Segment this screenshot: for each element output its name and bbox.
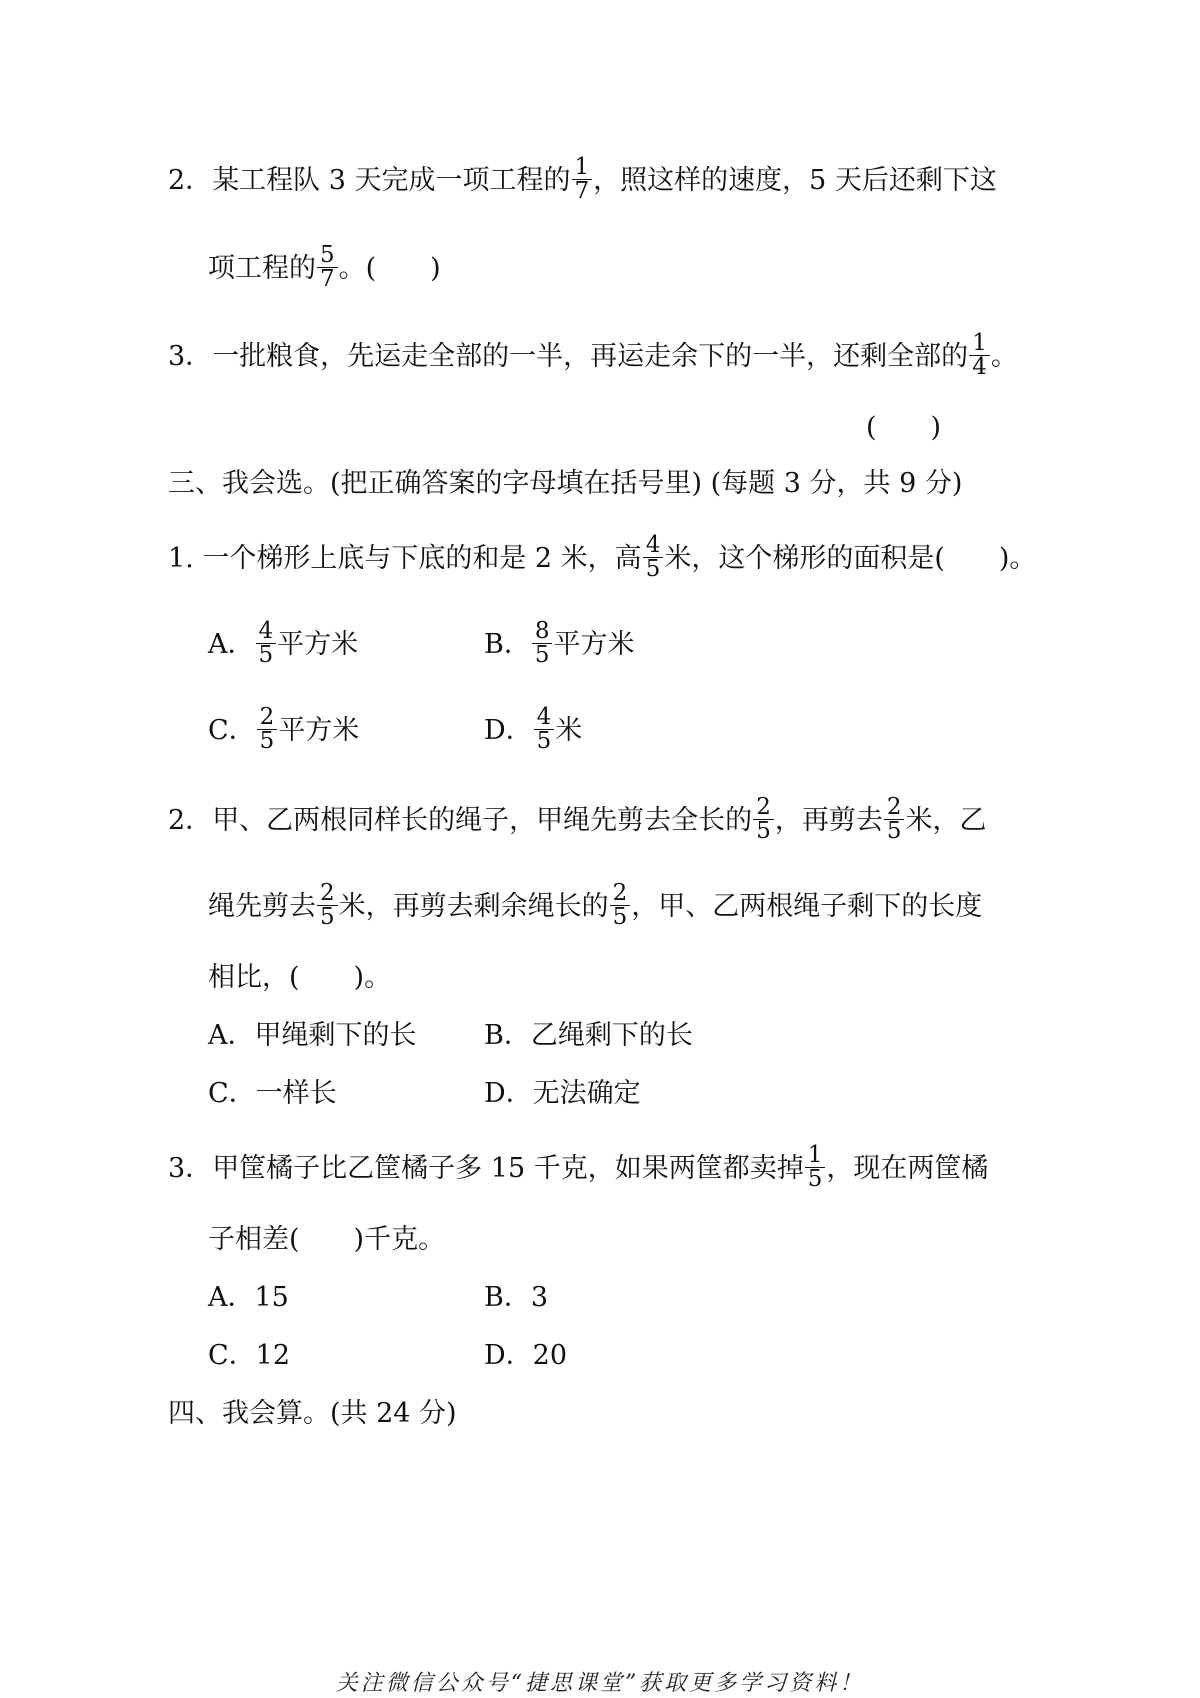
option-c xyxy=(208,704,360,754)
option-d xyxy=(484,704,583,754)
denominator: 5 xyxy=(317,905,338,929)
question-number: 2． xyxy=(168,165,213,196)
option-label: C． xyxy=(208,1078,256,1109)
option-a xyxy=(208,1016,417,1056)
numerator: 2 xyxy=(320,880,335,906)
numerator: 1 xyxy=(574,154,590,180)
option-label: D． xyxy=(484,1340,533,1371)
question-text: ，现在两筐橘 xyxy=(826,1153,989,1184)
s2-q3-line1 xyxy=(168,330,1018,380)
option-label: A． xyxy=(208,1020,255,1051)
question-text: 甲筐橘子比乙筐橘子多 15 千克，如果两筐都卖掉 xyxy=(212,1153,804,1184)
question-text: ，照这样的速度，5 天后还剩下这 xyxy=(593,165,997,196)
numerator: 1 xyxy=(972,330,987,356)
question-number: 3． xyxy=(168,1153,213,1184)
option-text: 3 xyxy=(530,1282,549,1313)
option-text: 15 xyxy=(254,1282,289,1313)
denominator: 5 xyxy=(257,729,278,753)
option-a xyxy=(208,618,359,668)
numerator: 4 xyxy=(536,704,552,730)
option-label: D． xyxy=(484,715,533,746)
option-label: B． xyxy=(484,1020,531,1051)
question-text: 米，再剪去剩余绳长的 xyxy=(338,891,609,922)
question-text: 甲、乙两根同样长的绳子，甲绳先剪去全长的 xyxy=(212,805,753,836)
option-label: A． xyxy=(208,1282,255,1313)
numerator: 4 xyxy=(645,532,661,558)
s3-q2-line3: 相比，( )。 xyxy=(208,962,392,993)
fraction xyxy=(534,706,555,753)
fraction xyxy=(805,1144,826,1191)
question-text: 某工程队 3 天完成一项工程的 xyxy=(212,165,571,196)
denominator: 5 xyxy=(610,905,631,929)
s3-q2-line1 xyxy=(168,794,987,844)
question-text: 1. 一个梯形上底与下底的和是 2 米，高 xyxy=(168,543,642,574)
option-unit: 米 xyxy=(555,715,583,746)
question-text: ，甲、乙两根绳子剩下的长度 xyxy=(631,891,983,922)
option-label: C． xyxy=(208,1340,256,1371)
option-label: D． xyxy=(484,1078,533,1109)
option-unit: 平方米 xyxy=(278,715,360,746)
question-text: 项工程的 xyxy=(208,253,316,284)
numerator: 2 xyxy=(756,794,771,820)
numerator: 4 xyxy=(258,618,274,644)
option-d xyxy=(484,1336,567,1376)
footer-note: 关注微信公众号“捷思课堂”获取更多学习资料！ xyxy=(335,1671,865,1696)
numerator: 2 xyxy=(886,794,902,820)
s2-q2-line1 xyxy=(168,154,997,204)
option-label: B． xyxy=(484,1282,531,1313)
fraction xyxy=(884,796,905,843)
fraction xyxy=(610,882,631,929)
fraction xyxy=(256,620,277,667)
question-text: ，再剪去 xyxy=(774,805,883,836)
option-text: 一样长 xyxy=(255,1078,337,1109)
numerator: 2 xyxy=(612,880,628,906)
fraction xyxy=(317,244,338,291)
denominator: 5 xyxy=(805,1167,826,1191)
numerator: 2 xyxy=(259,704,275,730)
option-c xyxy=(208,1074,337,1114)
question-number: 2． xyxy=(168,805,213,836)
fraction xyxy=(969,332,990,379)
s3-q2-line2 xyxy=(208,880,983,930)
question-text: 绳先剪去 xyxy=(208,891,316,922)
answer-bracket: 。( ) xyxy=(338,253,441,284)
option-b xyxy=(484,1278,548,1318)
question-text: 米，乙 xyxy=(905,805,987,836)
option-a xyxy=(208,1278,289,1318)
option-label: C． xyxy=(208,715,256,746)
section-heading: 四、我会算。(共 24 分) xyxy=(168,1398,457,1429)
denominator: 5 xyxy=(532,643,553,667)
question-text: 一批粮食，先运走全部的一半，再运走余下的一半，还剩全部的 xyxy=(212,341,969,372)
denominator: 5 xyxy=(256,643,277,667)
option-label: B． xyxy=(484,629,531,660)
option-text: 乙绳剩下的长 xyxy=(530,1020,693,1051)
fraction xyxy=(643,534,664,581)
option-text: 12 xyxy=(255,1340,291,1371)
question-text: 米，这个梯形的面积是( )。 xyxy=(664,543,1037,574)
question-text: 。 xyxy=(990,341,1018,372)
numerator: 8 xyxy=(534,618,550,644)
numerator: 1 xyxy=(807,1142,823,1168)
denominator: 4 xyxy=(969,355,990,379)
s3-q3-line2: 子相差( )千克。 xyxy=(208,1224,446,1255)
option-text: 甲绳剩下的长 xyxy=(254,1020,417,1051)
fraction xyxy=(317,882,338,929)
denominator: 5 xyxy=(534,729,555,753)
denominator: 5 xyxy=(643,557,664,581)
option-unit: 平方米 xyxy=(277,629,359,660)
denominator: 7 xyxy=(317,267,338,291)
s2-q2-line2 xyxy=(208,242,441,292)
fraction xyxy=(532,620,553,667)
option-unit: 平方米 xyxy=(553,629,635,660)
s3-q1-line1 xyxy=(168,532,1037,582)
s3-q3-line1 xyxy=(168,1142,989,1192)
option-b xyxy=(484,618,635,668)
denominator: 5 xyxy=(884,819,905,843)
fraction xyxy=(753,796,774,843)
fraction xyxy=(257,706,278,753)
option-text: 无法确定 xyxy=(532,1078,641,1109)
question-number: 3． xyxy=(168,341,213,372)
option-d xyxy=(484,1074,641,1114)
option-label: A． xyxy=(208,629,255,660)
section-heading: 三、我会选。(把正确答案的字母填在括号里) (每题 3 分，共 9 分) xyxy=(168,468,963,499)
option-text: 20 xyxy=(532,1340,568,1371)
option-c xyxy=(208,1336,290,1376)
denominator: 5 xyxy=(753,819,774,843)
answer-bracket: ( ) xyxy=(866,412,942,443)
numerator: 5 xyxy=(320,242,335,268)
option-b xyxy=(484,1016,693,1056)
denominator: 7 xyxy=(572,179,593,203)
fraction xyxy=(572,156,593,203)
